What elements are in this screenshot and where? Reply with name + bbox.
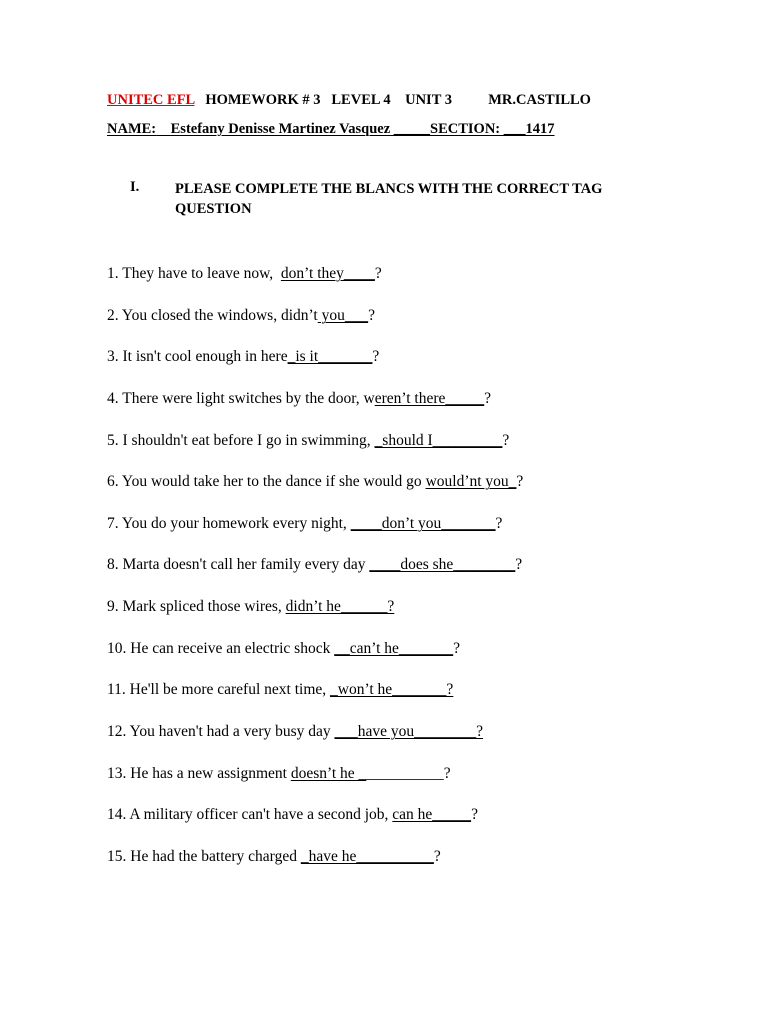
question-row: [107, 473, 523, 491]
question-text: 5. I shouldn't eat before I go in swimming,: [107, 432, 375, 449]
question-text: 13. He has a new assignment: [107, 765, 291, 782]
question-end: ?: [484, 390, 492, 407]
student-name-section: Estefany Denisse Martinez Vasquez _____SECTION: ___1417: [170, 121, 555, 137]
question-row: [107, 265, 382, 283]
question-row: [107, 723, 483, 741]
question-text: 2. You closed the windows, didn’t: [107, 307, 318, 324]
question-end: __________?: [366, 765, 451, 782]
school-brand: UNITEC EFL: [107, 92, 195, 108]
question-end: ?: [433, 848, 441, 865]
question-end: ?: [495, 515, 503, 532]
question-text: 3. It isn't cool enough in here: [107, 348, 288, 365]
question-text: 11. He'll be more careful next time,: [107, 681, 331, 698]
homework-header: [107, 92, 591, 109]
question-text: 1. They have to leave now,: [107, 265, 281, 282]
tag-answer: don’t they____: [280, 265, 375, 282]
instruction-block: [130, 179, 603, 230]
question-row: [107, 432, 509, 450]
name-section-line: [107, 121, 555, 138]
question-text: 9. Mark spliced those wires,: [107, 598, 286, 615]
tag-answer: eren’t there_____: [374, 390, 485, 407]
question-row: [107, 515, 502, 533]
question-text: 12. You haven't had a very busy day: [107, 723, 335, 740]
tag-answer: doesn’t he _: [290, 765, 367, 782]
tag-answer: ___have you________?: [334, 723, 484, 740]
question-end: ?: [372, 348, 380, 365]
question-row: [107, 681, 453, 699]
question-text: 8. Marta doesn't call her family every day: [107, 556, 370, 573]
question-end: ?: [471, 806, 478, 823]
question-end: ?: [515, 556, 523, 573]
question-text: 10. He can receive an electric shock: [107, 640, 335, 657]
name-label: NAME:: [107, 121, 157, 137]
tag-answer: you___: [317, 307, 369, 324]
question-row: [107, 348, 379, 366]
question-row: [107, 848, 441, 866]
tag-answer: _should I_________: [374, 432, 503, 449]
tag-answer: _is it_______: [287, 348, 373, 365]
question-row: [107, 556, 522, 574]
question-text: 7. You do your homework every night,: [107, 515, 351, 532]
tag-answer: would’nt you_: [425, 473, 517, 490]
tag-answer: ____does she________: [369, 556, 516, 573]
question-text: 6. You would take her to the dance if she would go: [107, 473, 426, 490]
question-end: ?: [374, 265, 382, 282]
tag-answer: _won’t he_______?: [330, 681, 454, 698]
question-end: ?: [453, 640, 461, 657]
question-text: 4. There were light switches by the door, w: [107, 390, 375, 407]
header-details: HOMEWORK # 3 LEVEL 4 UNIT 3 MR.CASTILLO: [194, 92, 591, 108]
name-gap: [156, 121, 171, 137]
tag-answer: ____don’t you_______: [350, 515, 496, 532]
instruction-number: I.: [130, 179, 140, 195]
question-row: [107, 765, 451, 783]
tag-answer: didn’t he______?: [285, 598, 395, 615]
question-end: ?: [368, 307, 375, 324]
question-text: 14. A military officer can't have a second job,: [107, 806, 393, 823]
tag-answer: can he_____: [392, 806, 472, 823]
question-row: [107, 598, 394, 616]
question-row: [107, 390, 491, 408]
instruction-text: PLEASE COMPLETE THE BLANCS WITH THE CORRECT TAG QUESTION: [175, 181, 603, 217]
question-row: [107, 307, 375, 325]
question-text: 15. He had the battery charged: [107, 848, 301, 865]
tag-answer: __can’t he_______: [334, 640, 454, 657]
question-row: [107, 640, 460, 658]
question-row: [107, 806, 478, 824]
question-end: ?: [502, 432, 510, 449]
tag-answer: _have he__________: [300, 848, 434, 865]
question-end: ?: [516, 473, 524, 490]
